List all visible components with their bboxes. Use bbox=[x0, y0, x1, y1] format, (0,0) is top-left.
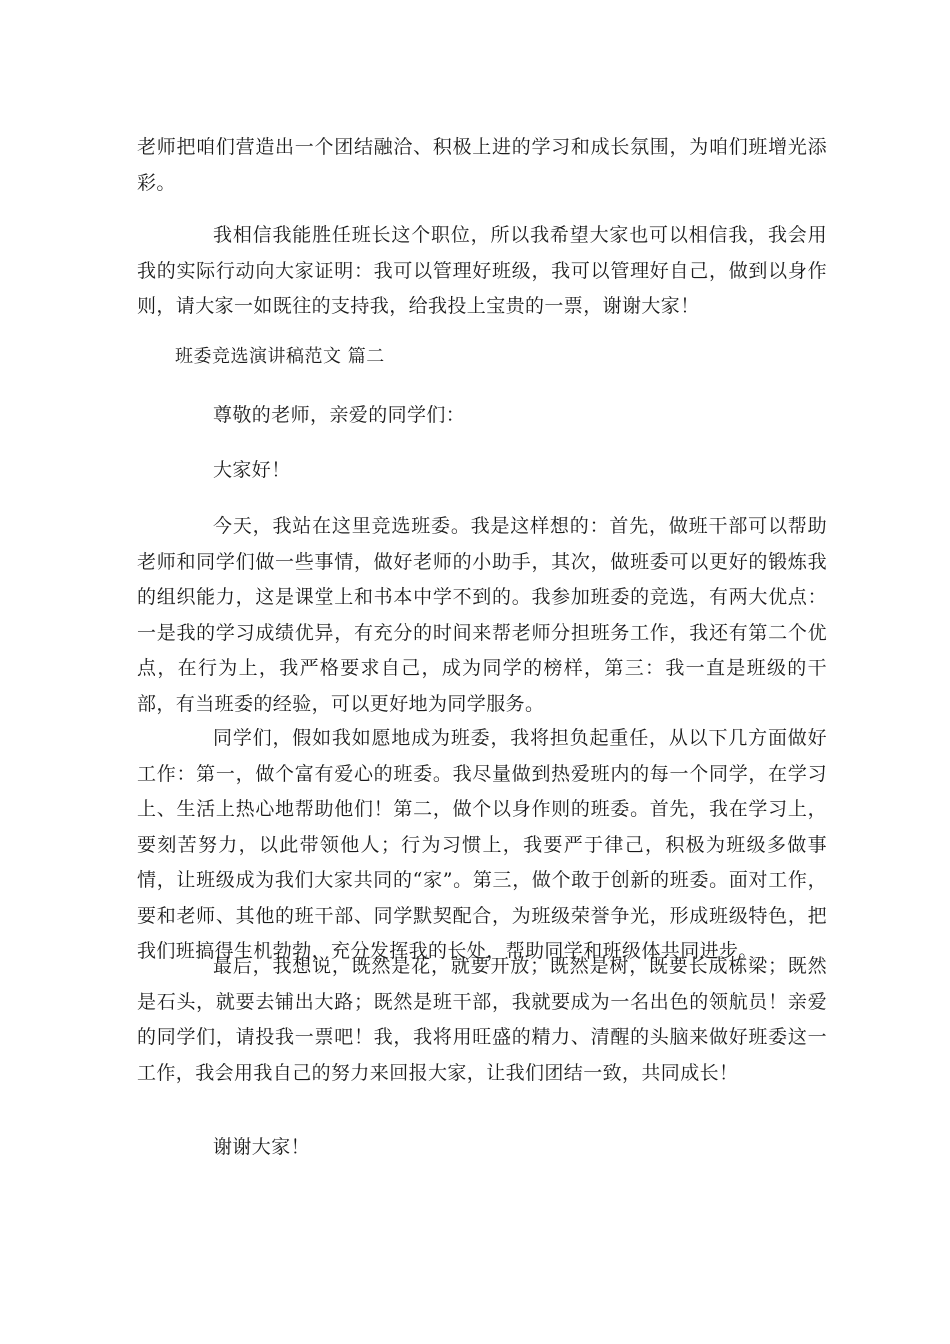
closing-line: 谢谢大家！ bbox=[213, 1136, 311, 1158]
section-heading: 班委竞选演讲稿范文 篇二 bbox=[175, 346, 385, 367]
paragraph-continuation: 老师把咱们营造出一个团结融洽、积极上进的学习和成长氛围，为咱们班增光添彩。 bbox=[137, 136, 827, 194]
greeting-line: 尊敬的老师，亲爱的同学们： bbox=[213, 404, 466, 426]
paragraph-plans: 同学们，假如我如愿地成为班委，我将担负起重任，从以下几方面做好工作：第一，做个富有爱心的班委。我尽量做到热爱班内的每一个同学，在学习上、生活上热心地帮助他们！第二，做个以身作则的班委。首先，我在学习上，要刻苦努力，以此带领他人；行为习惯上，我要严于律己，积极为班级多做事情，让班级成为我们大家共同的“家”。第三，做个敢于创新的班委。面对工作，要和老师、其他的班干部、同学默契配合，为班级荣誉争光，形成班级特色，把我们班搞得生机勃勃，充分发挥我的长处，帮助同学和班级体共同进步。 bbox=[137, 727, 827, 962]
paragraph-reasons: 今天，我站在这里竞选班委。我是这样想的：首先，做班干部可以帮助老师和同学们做一些事情，做好老师的小助手，其次，做班委可以更好的锻炼我的组织能力，这是课堂上和书本中学不到的。我参加班委的竞选，有两大优点：一是我的学习成绩优异，有充分的时间来帮老师分担班务工作，我还有第二个优点，在行为上，我严格要求自己，成为同学的榜样，第三：我一直是班级的干部，有当班委的经验，可以更好地为同学服务。 bbox=[137, 515, 827, 715]
paragraph-conclusion: 最后，我想说，既然是花，就要开放；既然是树，既要长成栋梁；既然是石头，就要去铺出大路；既然是班干部，我就要成为一名出色的领航员！亲爱的同学们，请投我一票吧！我，我将用旺盛的精力、清醒的头脑来做好班委这一工作，我会用我自己的努力来回报大家，让我们团结一致，共同成长！ bbox=[137, 955, 827, 1084]
paragraph-trust: 我相信我能胜任班长这个职位，所以我希望大家也可以相信我，我会用我的实际行动向大家证明：我可以管理好班级，我可以管理好自己，做到以身作则，请大家一如既往的支持我，给我投上宝贵的一票，谢谢大家！ bbox=[137, 224, 827, 317]
hello-line: 大家好！ bbox=[213, 459, 291, 481]
